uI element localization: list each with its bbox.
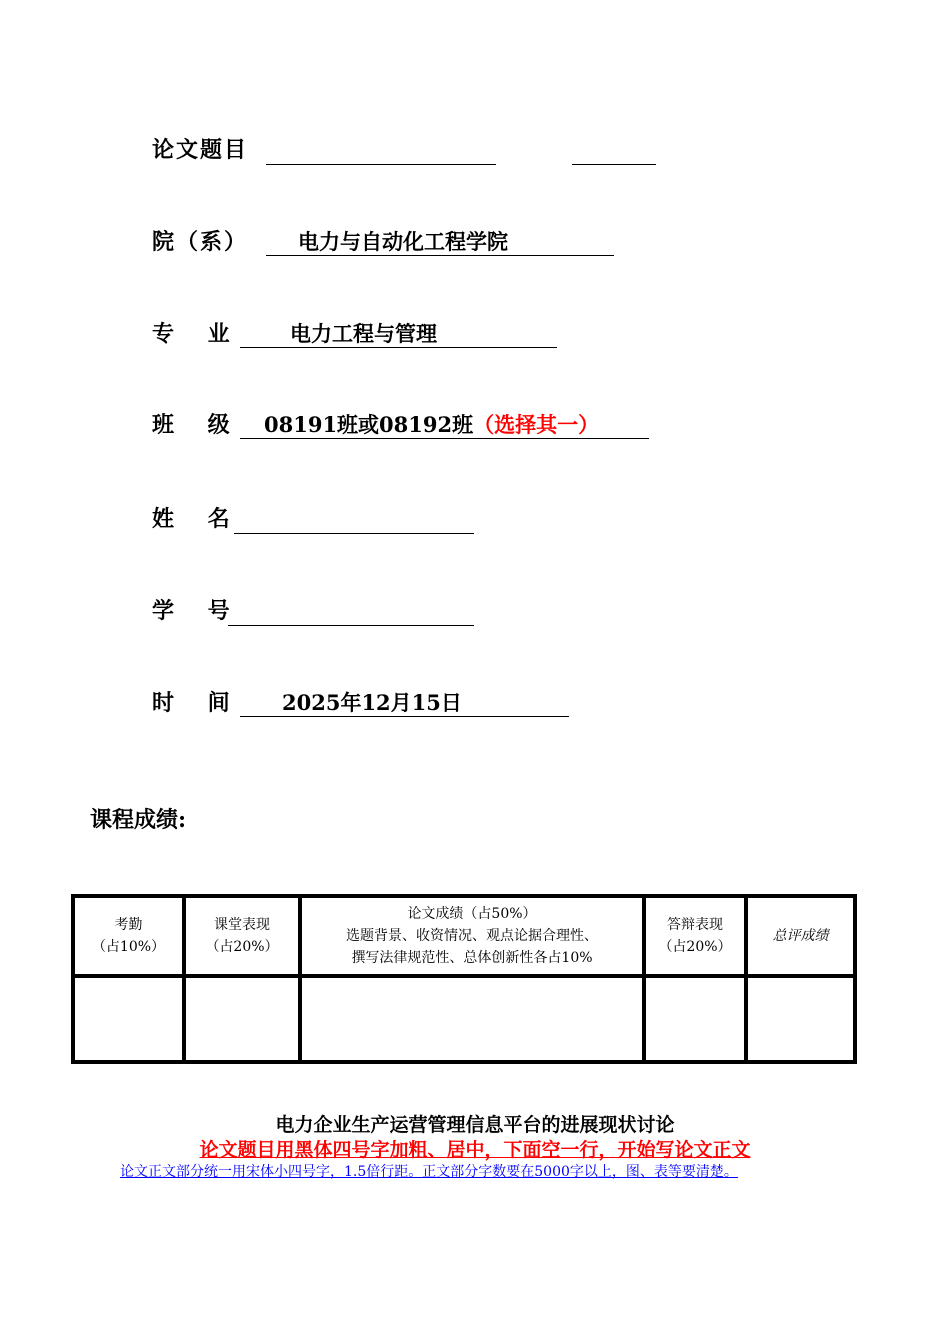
department-value: 电力与自动化工程学院: [298, 229, 508, 254]
class-note: （选择其一）: [473, 412, 600, 437]
major-field[interactable]: [240, 320, 557, 348]
title-label: 论文题目: [152, 137, 249, 163]
header-attendance-line1: 考勤: [114, 917, 143, 933]
title-field-line[interactable]: [266, 136, 496, 165]
class-field[interactable]: [240, 411, 649, 439]
cell-paper[interactable]: [301, 977, 645, 1061]
cell-attendance[interactable]: [74, 977, 185, 1061]
cell-classroom[interactable]: [185, 977, 301, 1061]
student-id-label: 学 号: [152, 598, 232, 624]
time-value: 2025年12月15日: [282, 690, 462, 715]
header-paper-line1: 论文成绩（占50%）: [407, 906, 537, 922]
major-label: 专 业: [152, 321, 232, 347]
header-paper: [301, 897, 645, 977]
time-field[interactable]: [240, 689, 569, 717]
paper-title: 电力企业生产运营管理信息平台的进展现状讨论: [275, 1114, 675, 1136]
student-id-field[interactable]: [228, 597, 474, 626]
header-classroom: [185, 897, 301, 977]
header-defense-line1: 答辩表现: [667, 917, 723, 933]
name-field[interactable]: [234, 505, 474, 534]
header-defense-line2: （占20%）: [658, 939, 732, 955]
major-value: 电力工程与管理: [290, 321, 437, 346]
grades-title: 课程成绩:: [90, 807, 187, 833]
time-label: 时 间: [152, 690, 232, 716]
class-label: 班 级: [152, 412, 232, 438]
department-field[interactable]: [266, 228, 614, 256]
title-field-line-extra[interactable]: [572, 136, 656, 165]
instruction-blue: 论文正文部分统一用宋体小四号字，1.5倍行距。正文部分字数要在5000字以上，图、表等要清楚。: [120, 1164, 738, 1180]
header-paper-line3: 撰写法律规范性、总体创新性各占10%: [351, 950, 593, 966]
header-attendance-line2: （占10%）: [91, 939, 166, 955]
header-paper-line2: 选题背景、收资情况、观点论据合理性、: [346, 928, 598, 944]
instruction-red: 论文题目用黑体四号字加粗、居中，下面空一行，开始写论文正文: [199, 1139, 751, 1161]
grades-input-row: [74, 977, 854, 1061]
name-label: 姓 名: [152, 506, 232, 532]
header-attendance: [74, 897, 185, 977]
grades-table: [71, 894, 857, 1064]
class-value: 08191班或08192班: [264, 412, 474, 437]
cell-total[interactable]: [747, 977, 854, 1061]
header-classroom-line1: 课堂表现: [214, 917, 270, 933]
department-label: 院（系）: [152, 229, 249, 255]
grades-header-row: [74, 897, 854, 977]
header-defense: [645, 897, 747, 977]
cell-defense[interactable]: [645, 977, 747, 1061]
header-classroom-line2: （占20%）: [205, 939, 279, 955]
header-total: 总评成绩: [747, 897, 854, 977]
